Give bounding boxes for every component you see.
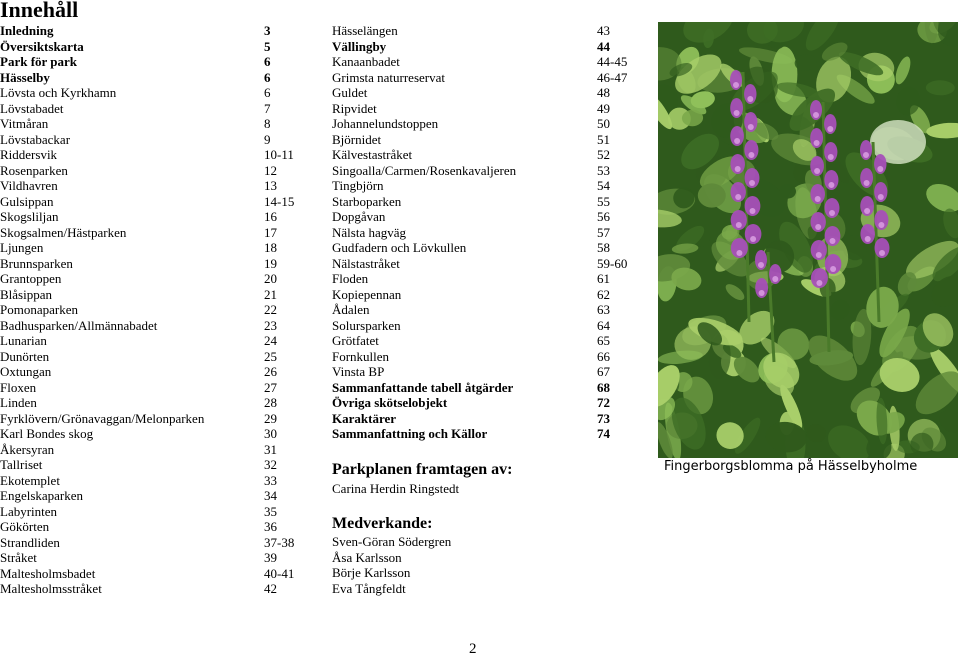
toc-entry-page: 72 (597, 395, 610, 410)
toc-entry-label: Tingbjörn (332, 178, 384, 193)
contributor-name: Eva Tångfeldt (332, 580, 406, 596)
toc-entry-page: 3 (264, 23, 271, 38)
toc-entry-label: Sammanfattning och Källor (332, 426, 488, 441)
toc-entry-page: 21 (264, 286, 277, 302)
toc-entry (0, 488, 310, 504)
toc-entry-label: Starboparken (332, 193, 402, 209)
toc-entry-label: Riddersvik (0, 147, 58, 162)
toc-entry-page: 59-60 (597, 255, 628, 271)
toc-entry (332, 426, 642, 442)
toc-entry (332, 271, 642, 287)
toc-entry-page: 37-38 (264, 534, 295, 550)
toc-entry-label: Engelskaparken (0, 488, 84, 503)
toc-entry (332, 349, 642, 365)
toc-entry (332, 364, 642, 380)
toc-entry-page: 7 (264, 100, 271, 116)
toc-entry-page: 23 (264, 317, 277, 333)
toc-entry-label: Dopgåvan (332, 209, 386, 224)
toc-entry (332, 132, 642, 148)
toc-entry-label: Grantoppen (0, 271, 62, 286)
toc-entry-page: 19 (264, 255, 277, 271)
toc-entry-label: Lunarian (0, 333, 47, 348)
toc-entry-page: 44-45 (597, 54, 628, 69)
toc-entry (0, 519, 310, 535)
toc-entry-label: Sammanfattande tabell åtgärder (332, 379, 514, 395)
toc-entry-page: 48 (597, 85, 610, 100)
toc-entry-label: Inledning (0, 23, 54, 38)
toc-entry-label: Linden (0, 395, 37, 410)
toc-entry-label: Johannelundstoppen (332, 116, 439, 131)
toc-entry-page: 49 (597, 100, 610, 116)
toc-entry-label: Karl Bondes skog (0, 426, 94, 441)
toc-entry-page: 63 (597, 302, 610, 317)
toc-entry-page: 32 (264, 457, 277, 472)
toc-entry (0, 85, 310, 101)
toc-entry-page: 27 (264, 379, 277, 395)
toc-entry (0, 271, 310, 287)
contributors-list (332, 534, 451, 596)
toc-entry-page: 6 (264, 85, 271, 100)
toc-entry (332, 39, 642, 55)
toc-entry-label: Rosenparken (0, 162, 68, 178)
toc-entry-label: Badhusparken/Allmännabadet (0, 317, 158, 333)
toc-entry-label: Guldet (332, 85, 368, 100)
toc-entry (0, 318, 310, 334)
toc-entry-label: Fornkullen (332, 348, 390, 364)
toc-entry (0, 411, 310, 427)
toc-entry-page: 20 (264, 271, 277, 286)
toc-entry-page: 61 (597, 271, 610, 286)
toc-entry (0, 132, 310, 148)
toc-entry-page: 6 (264, 69, 271, 85)
toc-entry-page: 67 (597, 364, 610, 379)
toc-entry-label: Ripvidet (332, 100, 377, 116)
contributors-heading: Medverkande: (332, 515, 433, 532)
toc-entry-page: 33 (264, 472, 277, 488)
toc-entry-label: Vildhavren (0, 178, 58, 193)
toc-entry-label: Åkersyran (0, 441, 55, 457)
toc-entry-label: Vinsta BP (332, 364, 385, 379)
toc-entry-page: 44 (597, 38, 610, 54)
toc-entry (0, 504, 310, 520)
toc-entry-label: Kopiepennan (332, 286, 402, 302)
toc-entry (332, 287, 642, 303)
toc-entry-page: 35 (264, 503, 277, 519)
toc-entry-page: 29 (264, 410, 277, 426)
toc-entry-page: 65 (597, 333, 610, 348)
toc-entry-label: Labyrinten (0, 503, 58, 519)
toc-entry-page: 16 (264, 209, 277, 224)
toc-entry (0, 101, 310, 117)
toc-entry (332, 256, 642, 272)
toc-entry-page: 52 (597, 147, 610, 162)
toc-entry-page: 24 (264, 333, 277, 348)
toc-entry (0, 39, 310, 55)
toc-entry (332, 101, 642, 117)
toc-entry-page: 73 (597, 410, 610, 426)
toc-entry (0, 535, 310, 551)
toc-entry (0, 395, 310, 411)
toc-entry-label: Grötfatet (332, 333, 379, 348)
toc-entry-label: Kanaanbadet (332, 54, 400, 69)
toc-entry (332, 225, 642, 241)
toc-entry-label: Fyrklövern/Grönavaggan/Melonparken (0, 410, 205, 426)
toc-entry (332, 116, 642, 132)
toc-entry-page: 56 (597, 209, 610, 224)
toc-entry (0, 380, 310, 396)
toc-entry-page: 50 (597, 116, 610, 131)
toc-entry-label: Ådalen (332, 302, 370, 317)
toc-entry (0, 581, 310, 597)
toc-entry-page: 62 (597, 286, 610, 302)
toc-entry-page: 54 (597, 178, 610, 193)
toc-entry-page: 10-11 (264, 147, 294, 162)
toc-entry-page: 5 (264, 38, 271, 54)
contributor-name: Börje Karlsson (332, 565, 411, 580)
toc-entry (0, 163, 310, 179)
toc-entry-label: Park för park (0, 54, 78, 69)
photo-caption: Fingerborgsblomma på Hässelbyholme (664, 459, 918, 474)
toc-entry-page: 66 (597, 348, 610, 364)
toc-entry-label: Grimsta naturreservat (332, 69, 445, 85)
toc-entry (332, 163, 642, 179)
toc-entry-page: 42 (264, 581, 277, 596)
toc-entry-label: Maltesholmsbadet (0, 565, 96, 581)
toc-right-column (332, 23, 642, 442)
toc-entry-page: 14-15 (264, 193, 295, 209)
toc-entry-label: Ljungen (0, 240, 44, 255)
toc-entry-label: Gökörten (0, 519, 50, 534)
toc-entry (332, 194, 642, 210)
toc-entry-page: 55 (597, 193, 610, 209)
toc-entry (0, 209, 310, 225)
toc-entry-label: Ekotemplet (0, 472, 60, 488)
toc-entry-page: 26 (264, 364, 277, 379)
toc-entry-label: Skogsalmen/Hästparken (0, 224, 127, 240)
toc-entry-page: 68 (597, 379, 610, 395)
toc-entry (332, 70, 642, 86)
toc-entry (332, 147, 642, 163)
toc-entry-label: Maltesholmsstråket (0, 581, 102, 596)
toc-entry-label: Hässelby (0, 69, 50, 85)
toc-entry-page: 22 (264, 302, 277, 317)
toc-entry-page: 25 (264, 348, 277, 364)
toc-entry-label: Solursparken (332, 317, 401, 333)
toc-left-column (0, 23, 310, 597)
page-title: Innehåll (0, 0, 79, 22)
toc-entry-label: Kälvestastråket (332, 147, 413, 162)
toc-entry (0, 349, 310, 365)
toc-entry (0, 550, 310, 566)
toc-entry (332, 411, 642, 427)
toc-entry-page: 53 (597, 162, 610, 178)
contributor-name: Åsa Karlsson (332, 549, 402, 565)
toc-entry-label: Lövstabackar (0, 131, 71, 147)
toc-entry-label: Oxtungan (0, 364, 52, 379)
toc-entry (0, 54, 310, 70)
toc-entry-label: Strandliden (0, 534, 60, 550)
toc-entry-label: Nälstastråket (332, 255, 400, 271)
toc-entry-page: 9 (264, 131, 271, 147)
toc-entry-page: 31 (264, 441, 277, 457)
foxglove-photo (658, 22, 958, 458)
toc-entry-page: 40-41 (264, 565, 295, 581)
toc-entry (332, 240, 642, 256)
toc-entry (0, 194, 310, 210)
toc-entry (0, 333, 310, 349)
toc-entry-page: 8 (264, 116, 271, 131)
toc-entry-page: 74 (597, 426, 610, 441)
toc-entry-label: Karaktärer (332, 410, 397, 426)
toc-entry-label: Floxen (0, 379, 37, 395)
toc-entry-label: Vitmåran (0, 116, 49, 131)
toc-entry-page: 39 (264, 550, 277, 565)
toc-entry-label: Vällingby (332, 38, 387, 54)
toc-entry-label: Nälsta hagväg (332, 224, 407, 240)
toc-entry (332, 23, 642, 39)
toc-entry-page: 34 (264, 488, 277, 503)
toc-entry (0, 302, 310, 318)
toc-entry-label: Lövsta och Kyrkhamn (0, 85, 117, 100)
toc-entry (332, 54, 642, 70)
toc-entry (332, 333, 642, 349)
plan-heading: Parkplanen framtagen av: (332, 461, 513, 478)
toc-entry-page: 46-47 (597, 69, 628, 85)
toc-entry-label: Skogsliljan (0, 209, 59, 224)
toc-entry (0, 240, 310, 256)
toc-entry-label: Hässelängen (332, 23, 398, 38)
toc-entry-label: Floden (332, 271, 369, 286)
toc-entry-label: Björnidet (332, 131, 382, 147)
toc-entry-label: Stråket (0, 550, 37, 565)
toc-entry-page: 18 (264, 240, 277, 255)
toc-entry (0, 178, 310, 194)
contributor-name: Sven-Göran Södergren (332, 534, 452, 549)
toc-entry-page: 30 (264, 426, 277, 441)
toc-entry (0, 116, 310, 132)
toc-entry (0, 457, 310, 473)
toc-entry (0, 364, 310, 380)
toc-entry-label: Pomonaparken (0, 302, 78, 317)
toc-entry-page: 43 (597, 23, 610, 38)
toc-entry (332, 302, 642, 318)
toc-entry-page: 57 (597, 224, 610, 240)
toc-entry (332, 209, 642, 225)
toc-entry-label: Brunnsparken (0, 255, 73, 271)
toc-entry-page: 51 (597, 131, 610, 147)
page-number: 2 (469, 641, 477, 657)
toc-entry (0, 287, 310, 303)
toc-entry-label: Gulsippan (0, 193, 54, 209)
toc-entry (0, 147, 310, 163)
toc-entry-label: Lövstabadet (0, 100, 64, 116)
toc-entry-page: 36 (264, 519, 277, 534)
toc-entry-page: 12 (264, 162, 277, 178)
toc-entry-page: 64 (597, 317, 610, 333)
toc-entry (0, 256, 310, 272)
toc-entry (0, 566, 310, 582)
toc-entry (0, 70, 310, 86)
toc-entry-label: Gudfadern och Lövkullen (332, 240, 467, 255)
toc-entry-page: 28 (264, 395, 277, 410)
toc-entry (0, 23, 310, 39)
toc-entry (0, 442, 310, 458)
toc-entry-label: Översiktskarta (0, 38, 84, 54)
toc-entry (332, 380, 642, 396)
toc-entry (332, 395, 642, 411)
toc-entry-page: 13 (264, 178, 277, 193)
toc-entry-label: Övriga skötselobjekt (332, 395, 448, 410)
toc-entry-label: Tallriset (0, 457, 43, 472)
toc-entry-label: Singoalla/Carmen/Rosenkavaljeren (332, 162, 517, 178)
toc-entry-page: 58 (597, 240, 610, 255)
foxglove-photo-icon (658, 22, 958, 458)
toc-entry (332, 85, 642, 101)
toc-entry (332, 178, 642, 194)
toc-entry (332, 318, 642, 334)
toc-entry-page: 6 (264, 54, 271, 69)
plan-author: Carina Herdin Ringstedt (332, 481, 460, 496)
toc-entry (0, 473, 310, 489)
toc-entry (0, 426, 310, 442)
toc-entry-page: 17 (264, 224, 277, 240)
toc-entry-label: Dunörten (0, 348, 50, 364)
toc-entry (0, 225, 310, 241)
toc-entry-label: Blåsippan (0, 286, 52, 302)
